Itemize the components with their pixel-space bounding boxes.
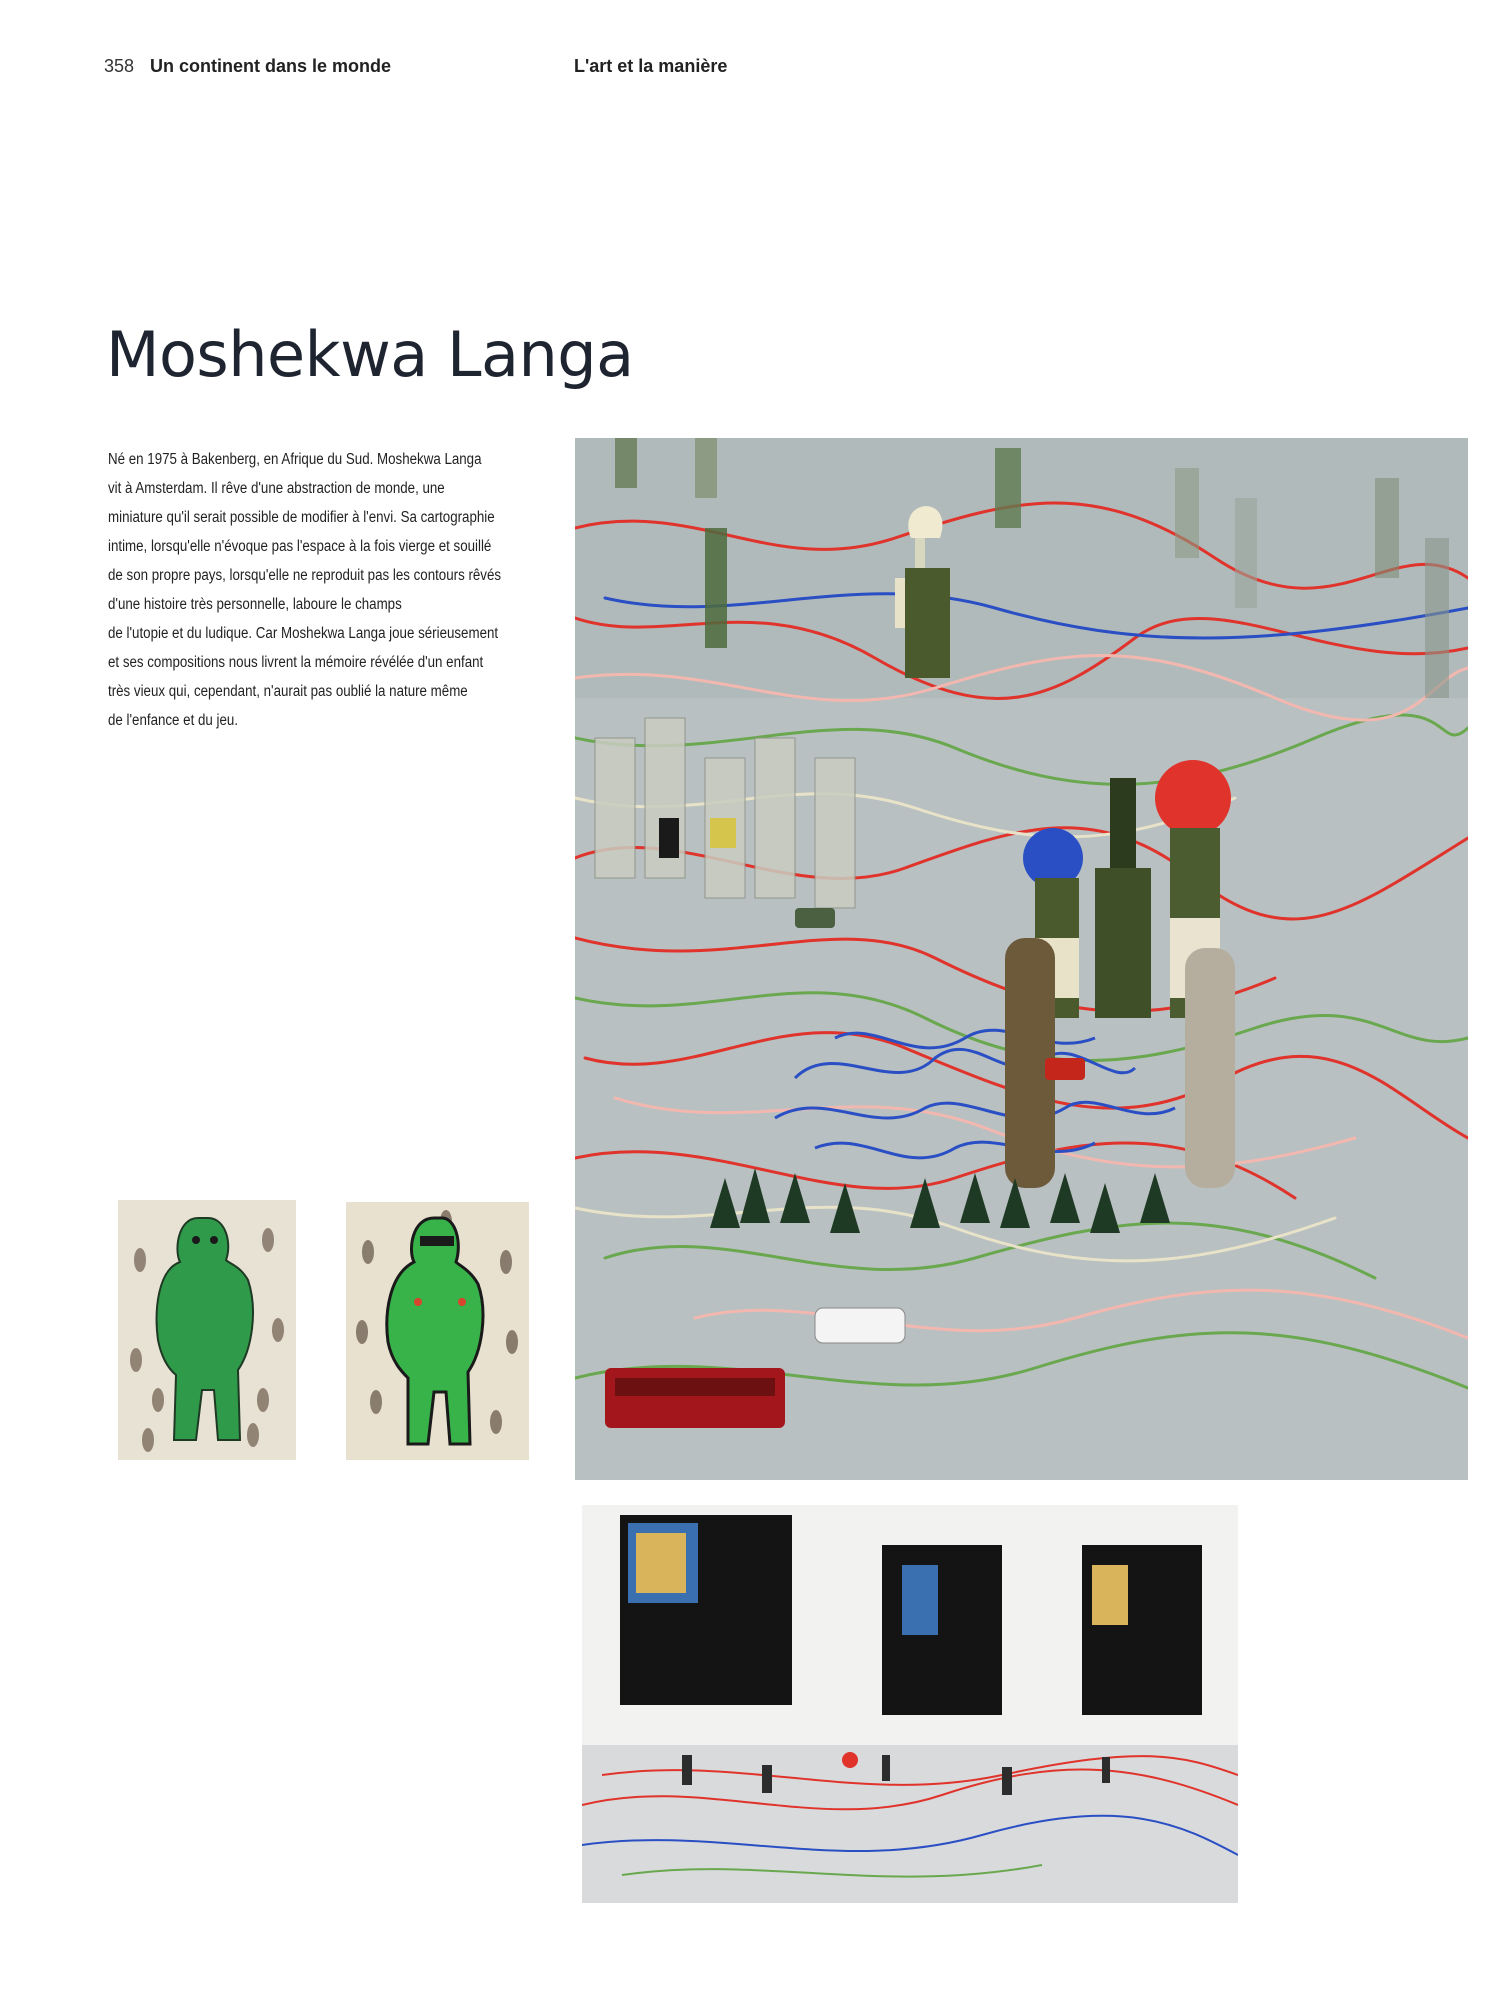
body-line: miniature qu'il serait possible de modifier à l'envi. Sa cartographie [108, 509, 495, 526]
green-figure-painting-2 [346, 1202, 529, 1460]
page-number: 358 [104, 56, 135, 76]
body-line: très vieux qui, cependant, n'aurait pas oublié la nature même [108, 683, 468, 700]
body-line: Né en 1975 à Bakenberg, en Afrique du Sud. Moshekwa Langa [108, 451, 482, 468]
green-figure-painting-1 [118, 1200, 296, 1460]
body-line: et ses compositions nous livrent la mémoire révélée d'un enfant [108, 654, 484, 671]
body-line: intime, lorsqu'elle n'évoque pas l'espace à la fois vierge et souillé [108, 538, 492, 555]
body-line: d'une histoire très personnelle, laboure le champs [108, 596, 402, 613]
chapter-title: L'art et la manière [574, 56, 728, 76]
running-header [104, 56, 1404, 86]
body-line: de l'utopie et du ludique. Car Moshekwa Langa joue sérieusement [108, 625, 499, 642]
article-body [108, 445, 538, 735]
installation-photo [575, 438, 1468, 1480]
body-line: de son propre pays, lorsqu'elle ne reproduit pas les contours rêvés [108, 567, 502, 584]
body-line: vit à Amsterdam. Il rêve d'une abstraction de monde, une [108, 480, 445, 497]
section-title: Un continent dans le monde [150, 56, 392, 76]
body-line: de l'enfance et du jeu. [108, 712, 239, 729]
gallery-installation-photo [582, 1505, 1238, 1903]
article-title: Moshekwa Langa [106, 318, 634, 391]
